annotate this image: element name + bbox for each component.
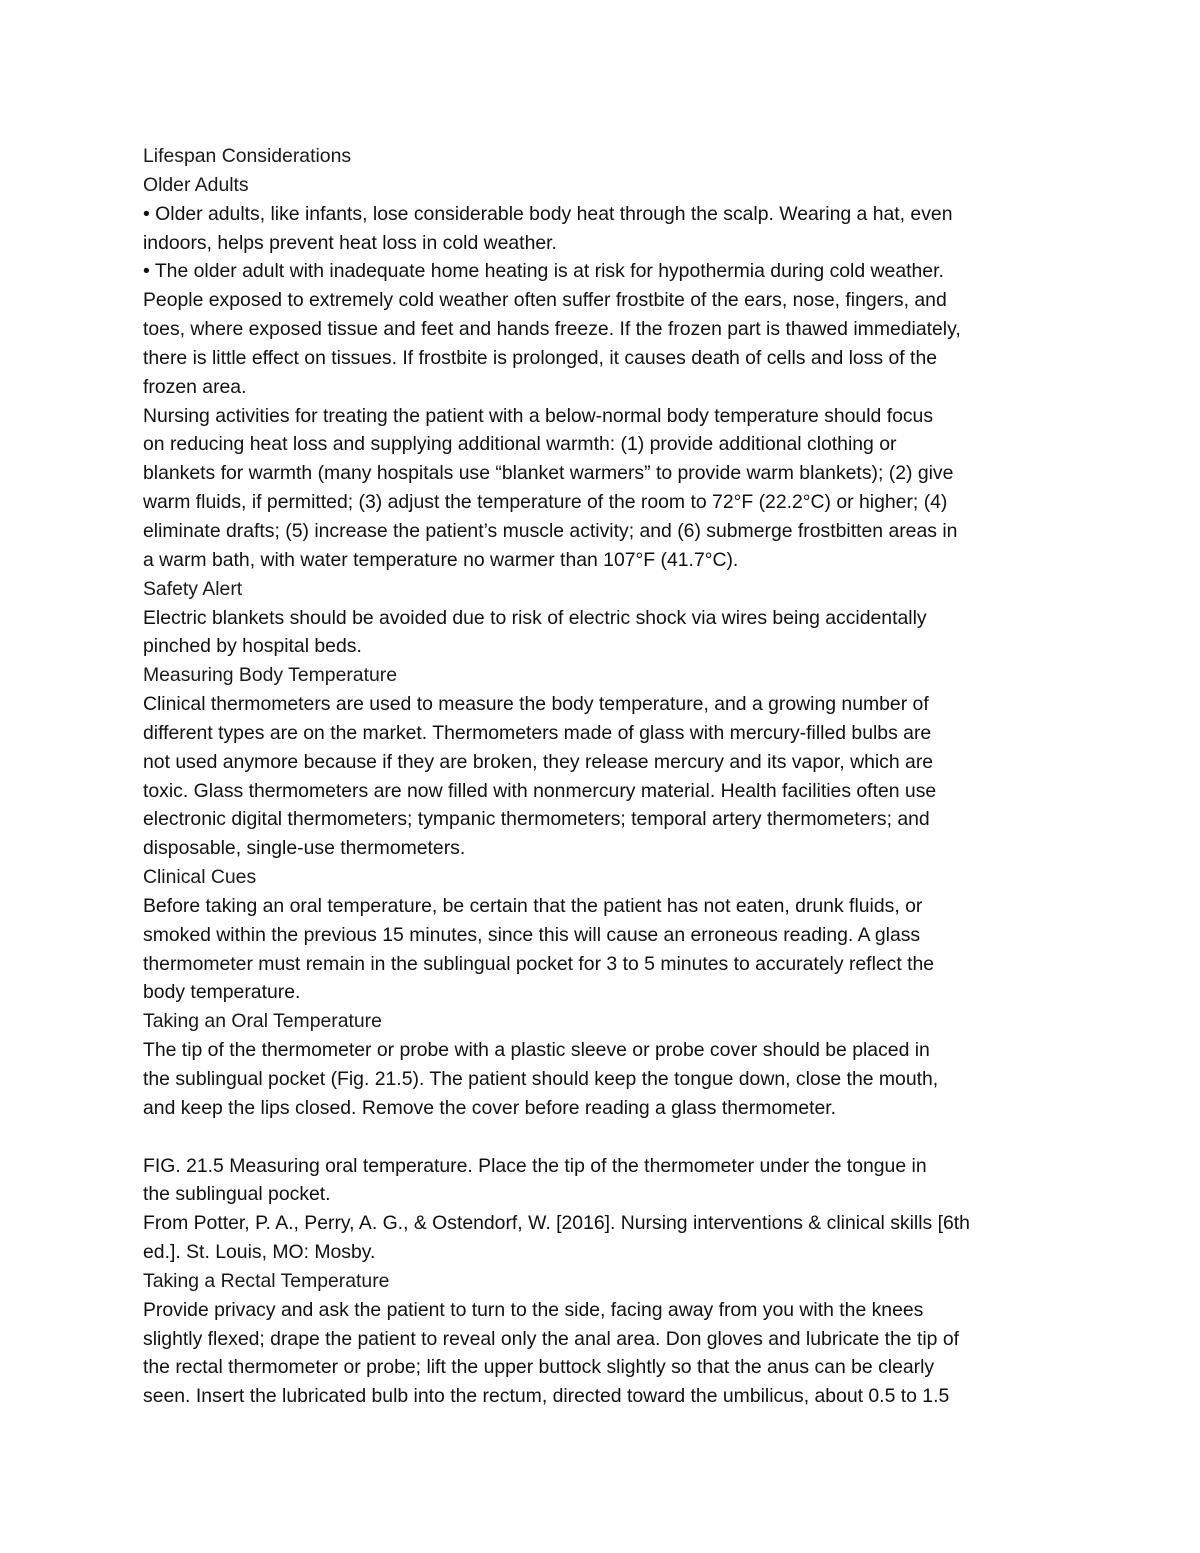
text-line: there is little effect on tissues. If frostbite is prolonged, it causes death of cells and loss of the	[143, 346, 938, 369]
text-line: electronic digital thermometers; tympanic thermometers; temporal artery thermometers; and	[143, 808, 930, 831]
subheading-rectal-temperature: Taking a Rectal Temperature	[143, 1269, 390, 1292]
text-line: a warm bath, with water temperature no warmer than 107°F (41.7°C).	[143, 548, 739, 571]
text-line: seen. Insert the lubricated bulb into the rectum, directed toward the umbilicus, about 0.5 to 1.5	[143, 1385, 950, 1408]
figure-caption: FIG. 21.5 Measuring oral temperature. Place the tip of the thermometer under the tongue in	[143, 1154, 927, 1177]
text-line: Clinical thermometers are used to measure the body temperature, and a growing number of	[143, 693, 929, 716]
text-line: Before taking an oral temperature, be certain that the patient has not eaten, drunk fluids, or	[143, 894, 923, 917]
subheading-safety-alert: Safety Alert	[143, 577, 243, 600]
subheading-older-adults: Older Adults	[143, 173, 249, 196]
blank-line	[143, 1123, 1063, 1152]
text-line: smoked within the previous 15 minutes, since this will cause an erroneous reading. A glass	[143, 923, 921, 946]
text-line: eliminate drafts; (5) increase the patient’s muscle activity; and (6) submerge frostbitten areas in	[143, 519, 958, 542]
text-line: different types are on the market. Thermometers made of glass with mercury-filled bulbs are	[143, 721, 932, 744]
text-line: not used anymore because if they are broken, they release mercury and its vapor, which are	[143, 750, 934, 773]
figure-citation: ed.]. St. Louis, MO: Mosby.	[143, 1241, 376, 1264]
text-line: toxic. Glass thermometers are now filled with nonmercury material. Health facilities often use	[143, 779, 937, 802]
bullet-line: • Older adults, like infants, lose considerable body heat through the scalp. Wearing a hat, even	[143, 202, 953, 225]
text-line: the rectal thermometer or probe; lift the upper buttock slightly so that the anus can be clearly	[143, 1356, 935, 1379]
document-body	[143, 142, 1063, 1411]
text-line: warm fluids, if permitted; (3) adjust the temperature of the room to 72°F (22.2°C) or higher; (4)	[143, 491, 948, 514]
subheading-oral-temperature: Taking an Oral Temperature	[143, 1010, 382, 1033]
figure-caption: the sublingual pocket.	[143, 1183, 331, 1206]
text-line: Electric blankets should be avoided due to risk of electric shock via wires being accidentally	[143, 606, 927, 629]
text-line: pinched by hospital beds.	[143, 635, 362, 658]
text-line: Provide privacy and ask the patient to turn to the side, facing away from you with the knees	[143, 1298, 924, 1321]
text-line: People exposed to extremely cold weather often suffer frostbite of the ears, nose, fingers, and	[143, 289, 947, 312]
text-line: body temperature.	[143, 981, 301, 1004]
text-line: The tip of the thermometer or probe with a plastic sleeve or probe cover should be placed in	[143, 1039, 930, 1062]
text-line: frozen area.	[143, 375, 247, 398]
text-line: on reducing heat loss and supplying additional warmth: (1) provide additional clothing or	[143, 433, 897, 456]
subheading-clinical-cues: Clinical Cues	[143, 866, 257, 889]
text-line: and keep the lips closed. Remove the cover before reading a glass thermometer.	[143, 1096, 837, 1119]
text-line: Nursing activities for treating the patient with a below-normal body temperature should focus	[143, 404, 934, 427]
subheading-measuring-body-temperature: Measuring Body Temperature	[143, 664, 398, 687]
bullet-line: • The older adult with inadequate home heating is at risk for hypothermia during cold weather.	[143, 260, 944, 283]
text-line: blankets for warmth (many hospitals use “blanket warmers” to provide warm blankets); (2) give	[143, 462, 954, 485]
text-line: slightly flexed; drape the patient to reveal only the anal area. Don gloves and lubricate the tip of	[143, 1327, 959, 1350]
text-line: thermometer must remain in the sublingual pocket for 3 to 5 minutes to accurately reflect the	[143, 952, 935, 975]
figure-citation: From Potter, P. A., Perry, A. G., & Ostendorf, W. [2016]. Nursing interventions & clinical skills [6th	[143, 1212, 970, 1235]
text-line: indoors, helps prevent heat loss in cold weather.	[143, 231, 557, 254]
text-line: toes, where exposed tissue and feet and hands freeze. If the frozen part is thawed immediately,	[143, 318, 961, 341]
section-heading-lifespan: Lifespan Considerations	[143, 145, 352, 167]
text-line: disposable, single-use thermometers.	[143, 837, 466, 860]
text-line: the sublingual pocket (Fig. 21.5). The patient should keep the tongue down, close the mouth,	[143, 1068, 939, 1090]
